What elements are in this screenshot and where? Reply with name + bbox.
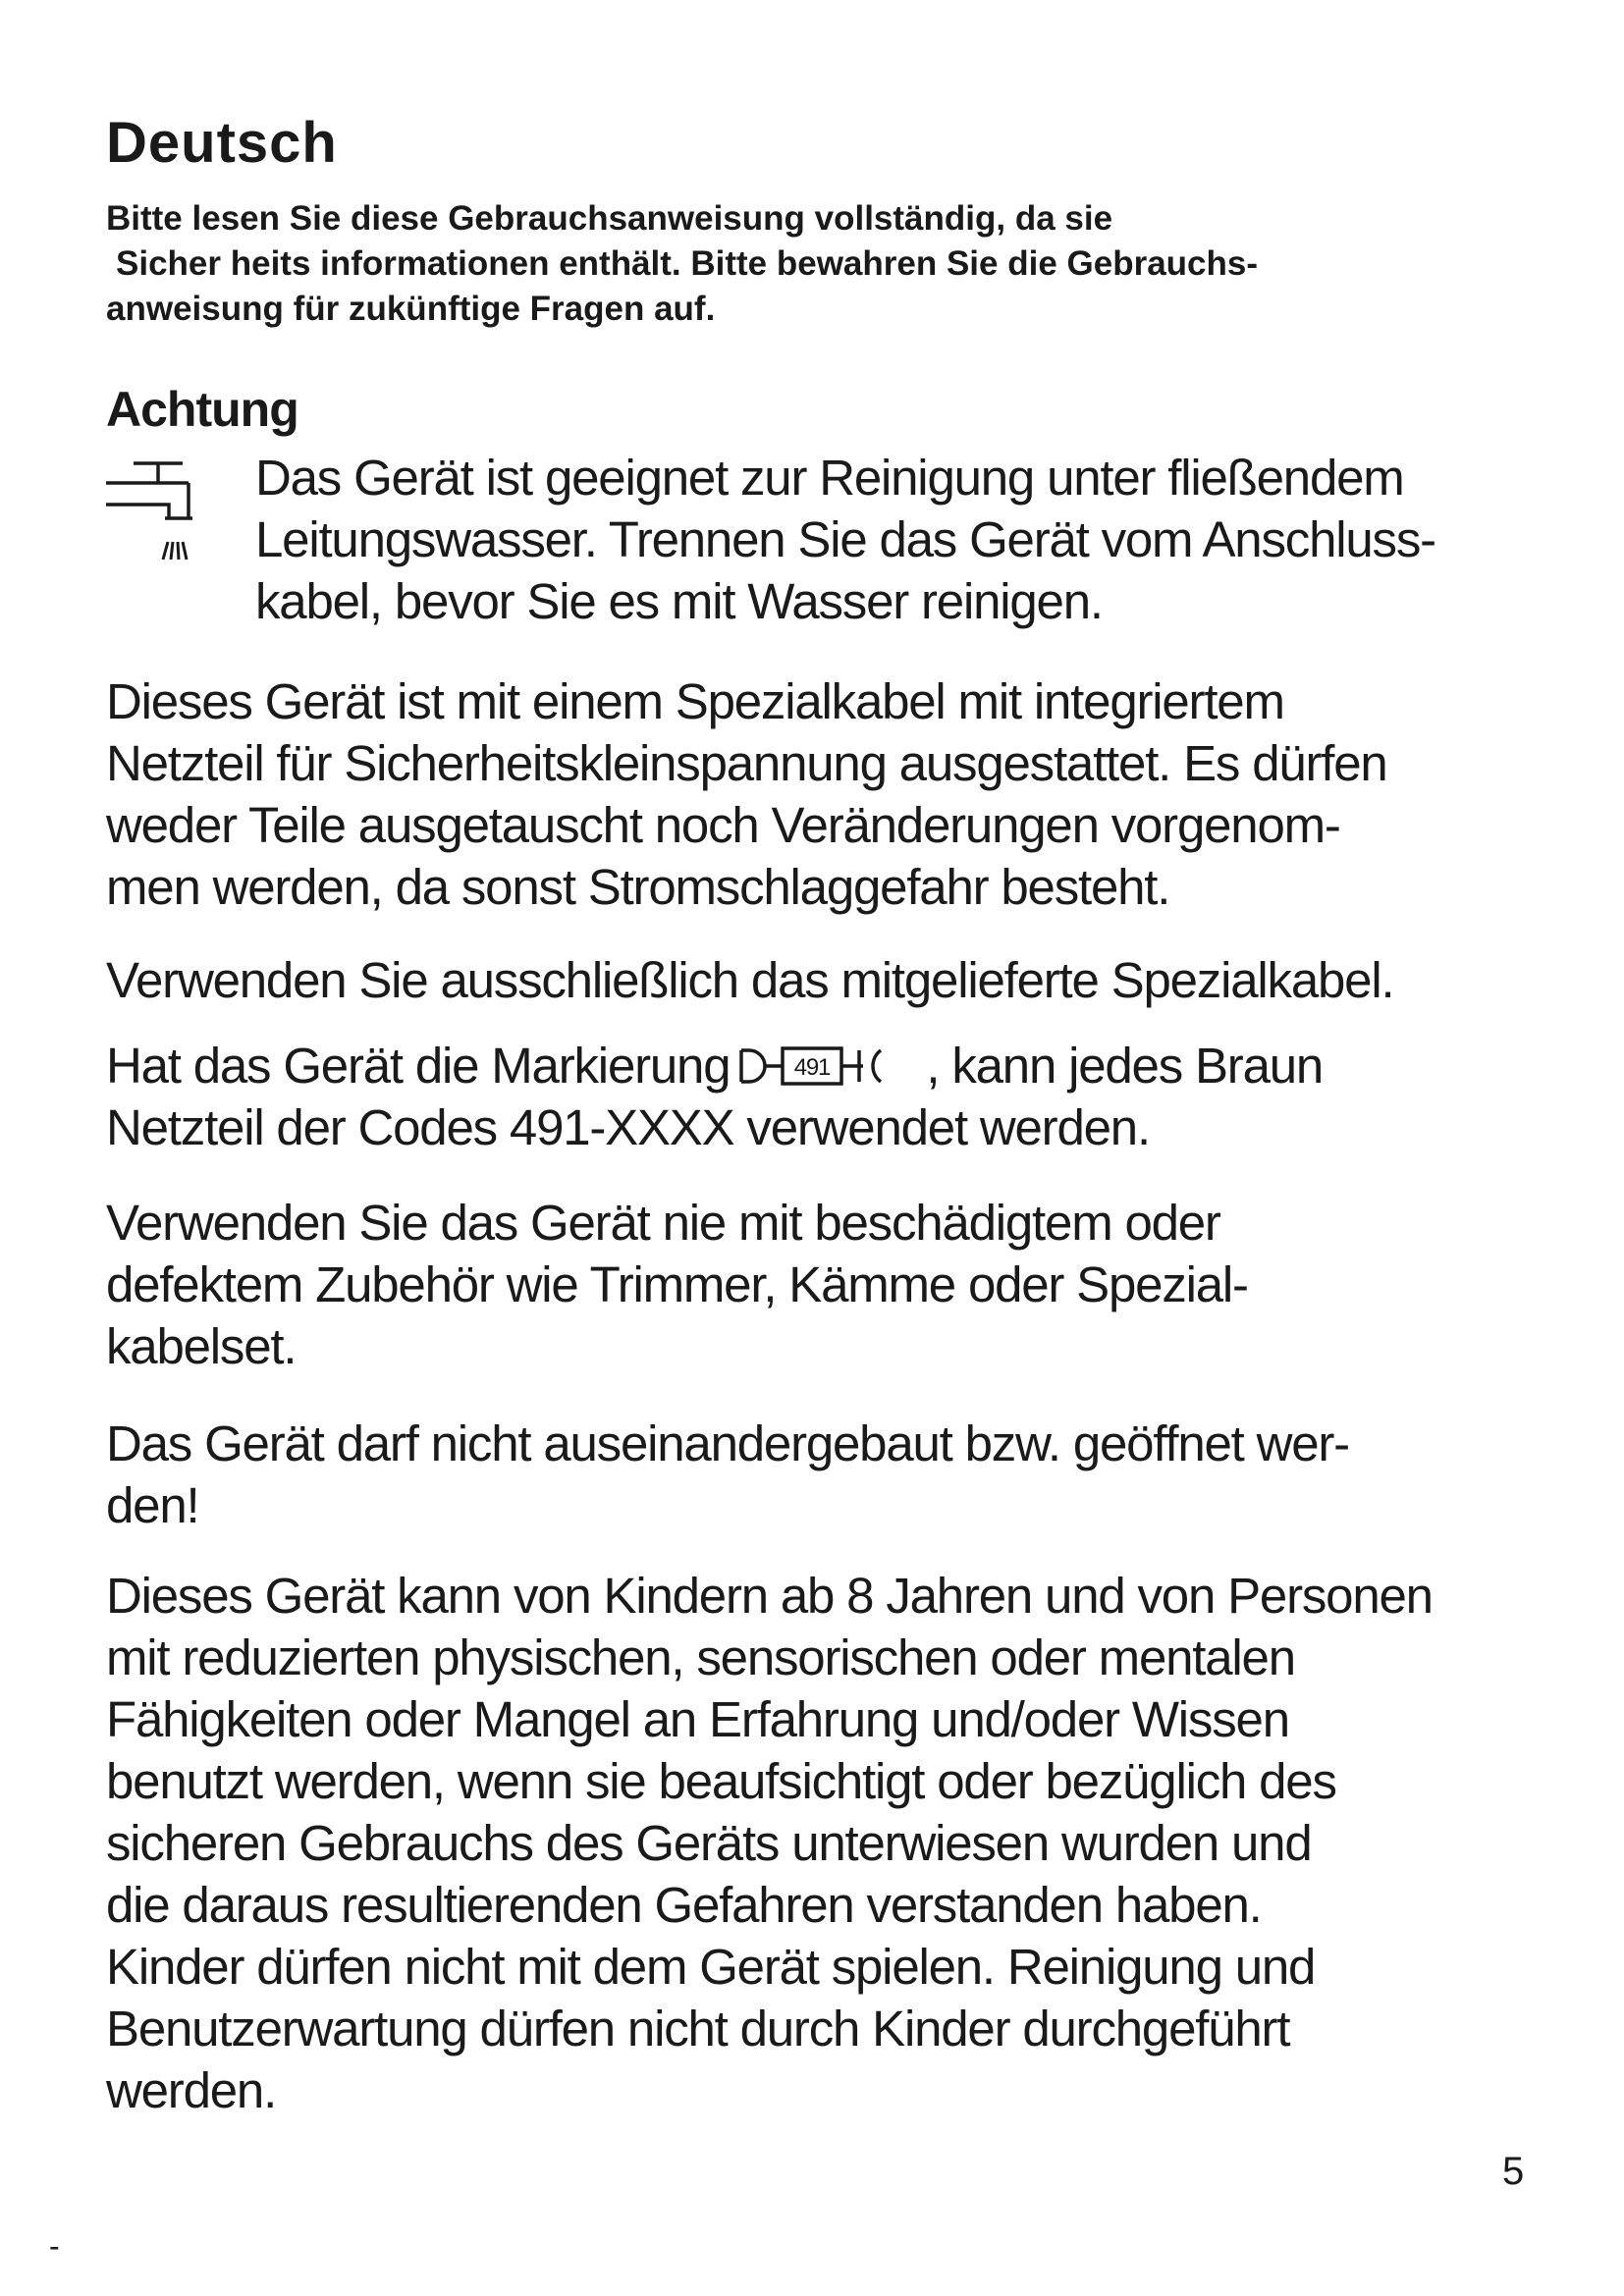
water-cleaning-notice (255, 447, 1551, 632)
water-notice-line: Leitungswasser. Trennen Sie das Gerät vom Anschluss- (255, 511, 1435, 567)
paragraph-line: benutzt werden, wenn sie beaufsichtigt oder bezüglich des (106, 1753, 1336, 1809)
marking-text-before: Hat das Gerät die Markierung (106, 1038, 731, 1094)
use-supplied-cable-paragraph (106, 949, 1549, 1011)
children-safety-paragraph (106, 1565, 1549, 2121)
paragraph-line: Dieses Gerät kann von Kindern ab 8 Jahren und von Personen (106, 1568, 1433, 1624)
marking-text-after: , kann jedes Braun (926, 1038, 1324, 1094)
running-water-tap-icon (106, 454, 224, 563)
page-title: Deutsch (106, 111, 338, 175)
water-notice-line: Das Gerät ist geeignet zur Reinigung unter fließendem (255, 450, 1404, 506)
paragraph-line: sicheren Gebrauchs des Geräts unterwiesen wurden und (106, 1815, 1312, 1871)
section-heading-achtung: Achtung (106, 382, 298, 437)
paragraph-line: werden. (106, 2062, 277, 2118)
paragraph-line: Das Gerät darf nicht auseinandergebaut bzw. geöffnet wer- (106, 1415, 1349, 1471)
paragraph-line: defektem Zubehör wie Trimmer, Kämme oder Spezial- (106, 1256, 1248, 1312)
do-not-open-paragraph (106, 1413, 1549, 1536)
paragraph-line: Benutzerwartung dürfen nicht durch Kinder durchgeführt (106, 2001, 1290, 2056)
paragraph-line: Netzteil für Sicherheitskleinspannung ausgestattet. Es dürfen (106, 735, 1387, 791)
intro-line: Sicher heits informationen enthält. Bitte bewahren Sie die Gebrauchs- (116, 244, 1259, 283)
page-number: 5 (1502, 2150, 1525, 2193)
special-cable-paragraph (106, 670, 1549, 918)
marking-code: 491 (794, 1053, 831, 1081)
paragraph-line: Kinder dürfen nicht mit dem Gerät spielen. Reinigung und (106, 1939, 1316, 1995)
paragraph-line: weder Teile ausgetauscht noch Veränderungen vorgenom- (106, 797, 1340, 853)
intro-notice (106, 196, 1549, 332)
paragraph-line: Netzteil der Codes 491-XXXX verwendet werden. (106, 1099, 1150, 1155)
paragraph-line: Verwenden Sie das Gerät nie mit beschädigtem oder (106, 1195, 1220, 1251)
paragraph-line: den! (106, 1477, 199, 1533)
paragraph-line: mit reduzierten physischen, sensorischen oder mentalen (106, 1629, 1295, 1685)
damaged-accessory-paragraph (106, 1192, 1549, 1377)
paragraph-line: Fähigkeiten oder Mangel an Erfahrung und/oder Wissen (106, 1691, 1289, 1747)
paragraph-line: Verwenden Sie ausschließlich das mitgelieferte Spezialkabel. (106, 952, 1394, 1008)
water-notice-line: kabel, bevor Sie es mit Wasser reinigen. (255, 573, 1103, 629)
paragraph-line (106, 1035, 1549, 1096)
edge-mark: - (49, 2228, 60, 2264)
intro-line: anweisung für zukünftige Fragen auf. (106, 290, 716, 328)
marking-paragraph (106, 1035, 1549, 1158)
paragraph-line: Dieses Gerät ist mit einem Spezialkabel mit integriertem (106, 673, 1284, 729)
paragraph-line: men werden, da sonst Stromschlaggefahr besteht. (106, 859, 1170, 915)
paragraph-line: die daraus resultierenden Gefahren verstanden haben. (106, 1877, 1262, 1933)
intro-line: Bitte lesen Sie diese Gebrauchsanweisung vollständig, da sie (106, 199, 1113, 238)
power-supply-marking-icon (737, 1044, 924, 1088)
paragraph-line: kabelset. (106, 1318, 297, 1374)
